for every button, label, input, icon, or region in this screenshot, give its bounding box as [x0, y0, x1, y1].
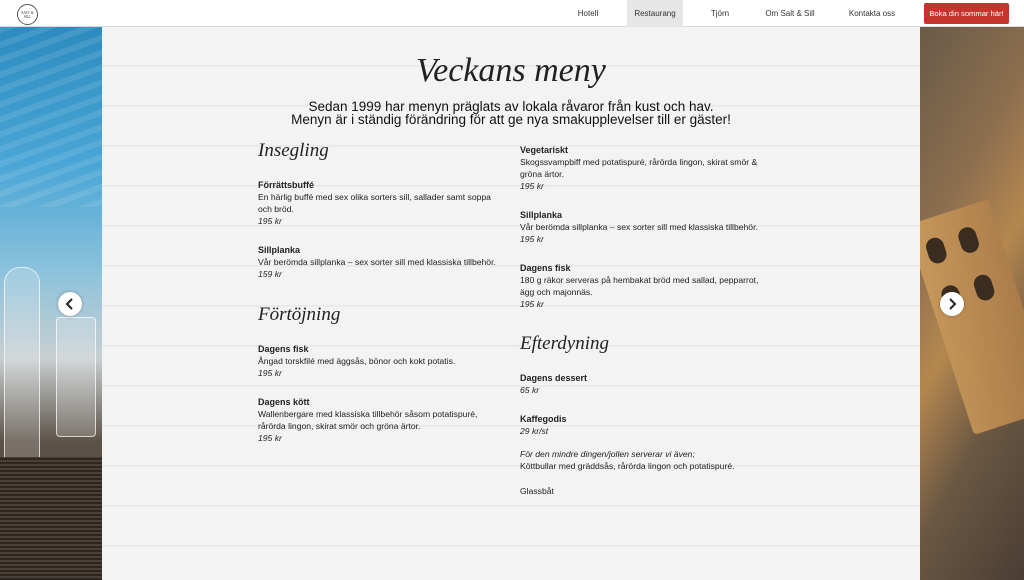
next-slide-button[interactable]: [940, 292, 964, 316]
item-name: Dagens fisk: [258, 344, 309, 354]
menu-item: [520, 262, 762, 310]
nav-kontakta-oss[interactable]: [842, 0, 902, 27]
menu-item: [520, 413, 762, 437]
item-name: Förrättsbuffé: [258, 180, 314, 190]
menu-item: [258, 396, 500, 444]
glassbat-item: [520, 485, 762, 497]
board-hole: [956, 225, 981, 255]
item-price: 29 kr/st: [520, 426, 549, 436]
menu-intro-line-1: Sedan 1999 har menyn präglats av lokala råvaror från kust och hav.: [308, 99, 714, 114]
item-description: Vår berömda sillplanka – sex sorter sill med klassiska tillbehör.: [520, 222, 758, 232]
water-glass: [56, 317, 96, 437]
item-description: Vår berömda sillplanka – sex sorter sill med klassiska tillbehör.: [258, 257, 496, 267]
menu-title: Veckans meny: [416, 52, 606, 89]
item-price: 159 kr: [258, 269, 282, 279]
section-heading-insegling: Insegling: [258, 140, 329, 161]
nav-restaurang[interactable]: [627, 0, 683, 27]
board-hole: [924, 235, 949, 265]
prev-slide-button[interactable]: [58, 292, 82, 316]
chevron-right-icon: [946, 298, 958, 310]
item-name: Dagens dessert: [520, 373, 588, 383]
nav-label: Kontakta oss: [848, 9, 896, 18]
menu-item: [258, 179, 500, 227]
item-name: Dagens fisk: [520, 263, 571, 273]
item-price: 195 kr: [258, 368, 282, 378]
section-heading-efterdyning: Efterdyning: [520, 333, 609, 354]
table-mat: [0, 457, 102, 580]
item-price: 195 kr: [258, 433, 282, 443]
nav-label: Hotell: [577, 9, 599, 18]
item-price: 195 kr: [520, 181, 544, 191]
item-description: Ångad torskfilé med äggsås, bönor och kokt potatis.: [258, 356, 456, 366]
nav-label: Om Salt & Sill: [765, 9, 815, 18]
item-description: Wallenbergare med klassiska tillbehör såsom potatispuré, rårörda lingon, skirat smör och gröna ärtor.: [258, 409, 478, 431]
chevron-left-icon: [64, 298, 76, 310]
nav-label: Tjörn: [710, 9, 730, 18]
item-name: Sillplanka: [520, 210, 563, 220]
menu-item: [520, 144, 762, 192]
wooden-board: [920, 199, 1024, 435]
menu-intro-line-2: Menyn är i ständig förändring för att ge nya smakupplevelser till er gäster!: [291, 112, 731, 127]
nav-hotell[interactable]: [566, 0, 610, 27]
item-price: 195 kr: [520, 234, 544, 244]
logo-text: SALT & SILL: [21, 10, 34, 19]
item-name: Vegetariskt: [520, 145, 569, 155]
menu-item: [258, 343, 500, 379]
board-hole: [971, 272, 996, 302]
menu-item: [520, 209, 762, 245]
salt-sill-logo[interactable]: [17, 4, 38, 25]
left-background-photo: [0, 27, 102, 580]
top-navigation-bar: [0, 0, 1024, 27]
item-name: Sillplanka: [258, 245, 301, 255]
item-name: Kaffegodis: [520, 414, 567, 424]
book-summer-button[interactable]: Boka din sommar här!: [924, 3, 1009, 24]
item-price: 65 kr: [520, 385, 540, 395]
nav-tjorn[interactable]: [700, 0, 740, 27]
right-background-photo: [920, 27, 1024, 580]
section-heading-fortojning: Förtöjning: [258, 304, 341, 325]
pool-water: [0, 27, 102, 207]
nav-label: Restaurang: [634, 9, 676, 18]
menu-item: [520, 372, 762, 396]
item-name: Dagens kött: [258, 397, 310, 407]
glassbat-label: Glassbåt: [520, 486, 554, 496]
kids-dish: Köttbullar med gräddsås, rårörda lingon och potatispuré.: [520, 461, 735, 471]
nav-om-salt-sill[interactable]: [758, 0, 822, 27]
item-price: 195 kr: [258, 216, 282, 226]
wine-glass: [4, 267, 40, 467]
item-description: 180 g räkor serveras på hembakat bröd med sallad, pepparrot, ägg och majonnäs.: [520, 275, 759, 297]
kids-menu: [520, 448, 762, 472]
item-description: En härlig buffé med sex olika sorters sill, sallader samt soppa och bröd.: [258, 192, 491, 214]
menu-item: [258, 244, 500, 280]
item-description: Skogssvampbiff med potatispuré, rårörda lingon, skirat smör & gröna ärtor.: [520, 157, 758, 179]
menu-panel: [102, 27, 920, 580]
kids-note: För den mindre dingen/jollen serverar vi även;: [520, 449, 695, 459]
item-price: 195 kr: [520, 299, 544, 309]
